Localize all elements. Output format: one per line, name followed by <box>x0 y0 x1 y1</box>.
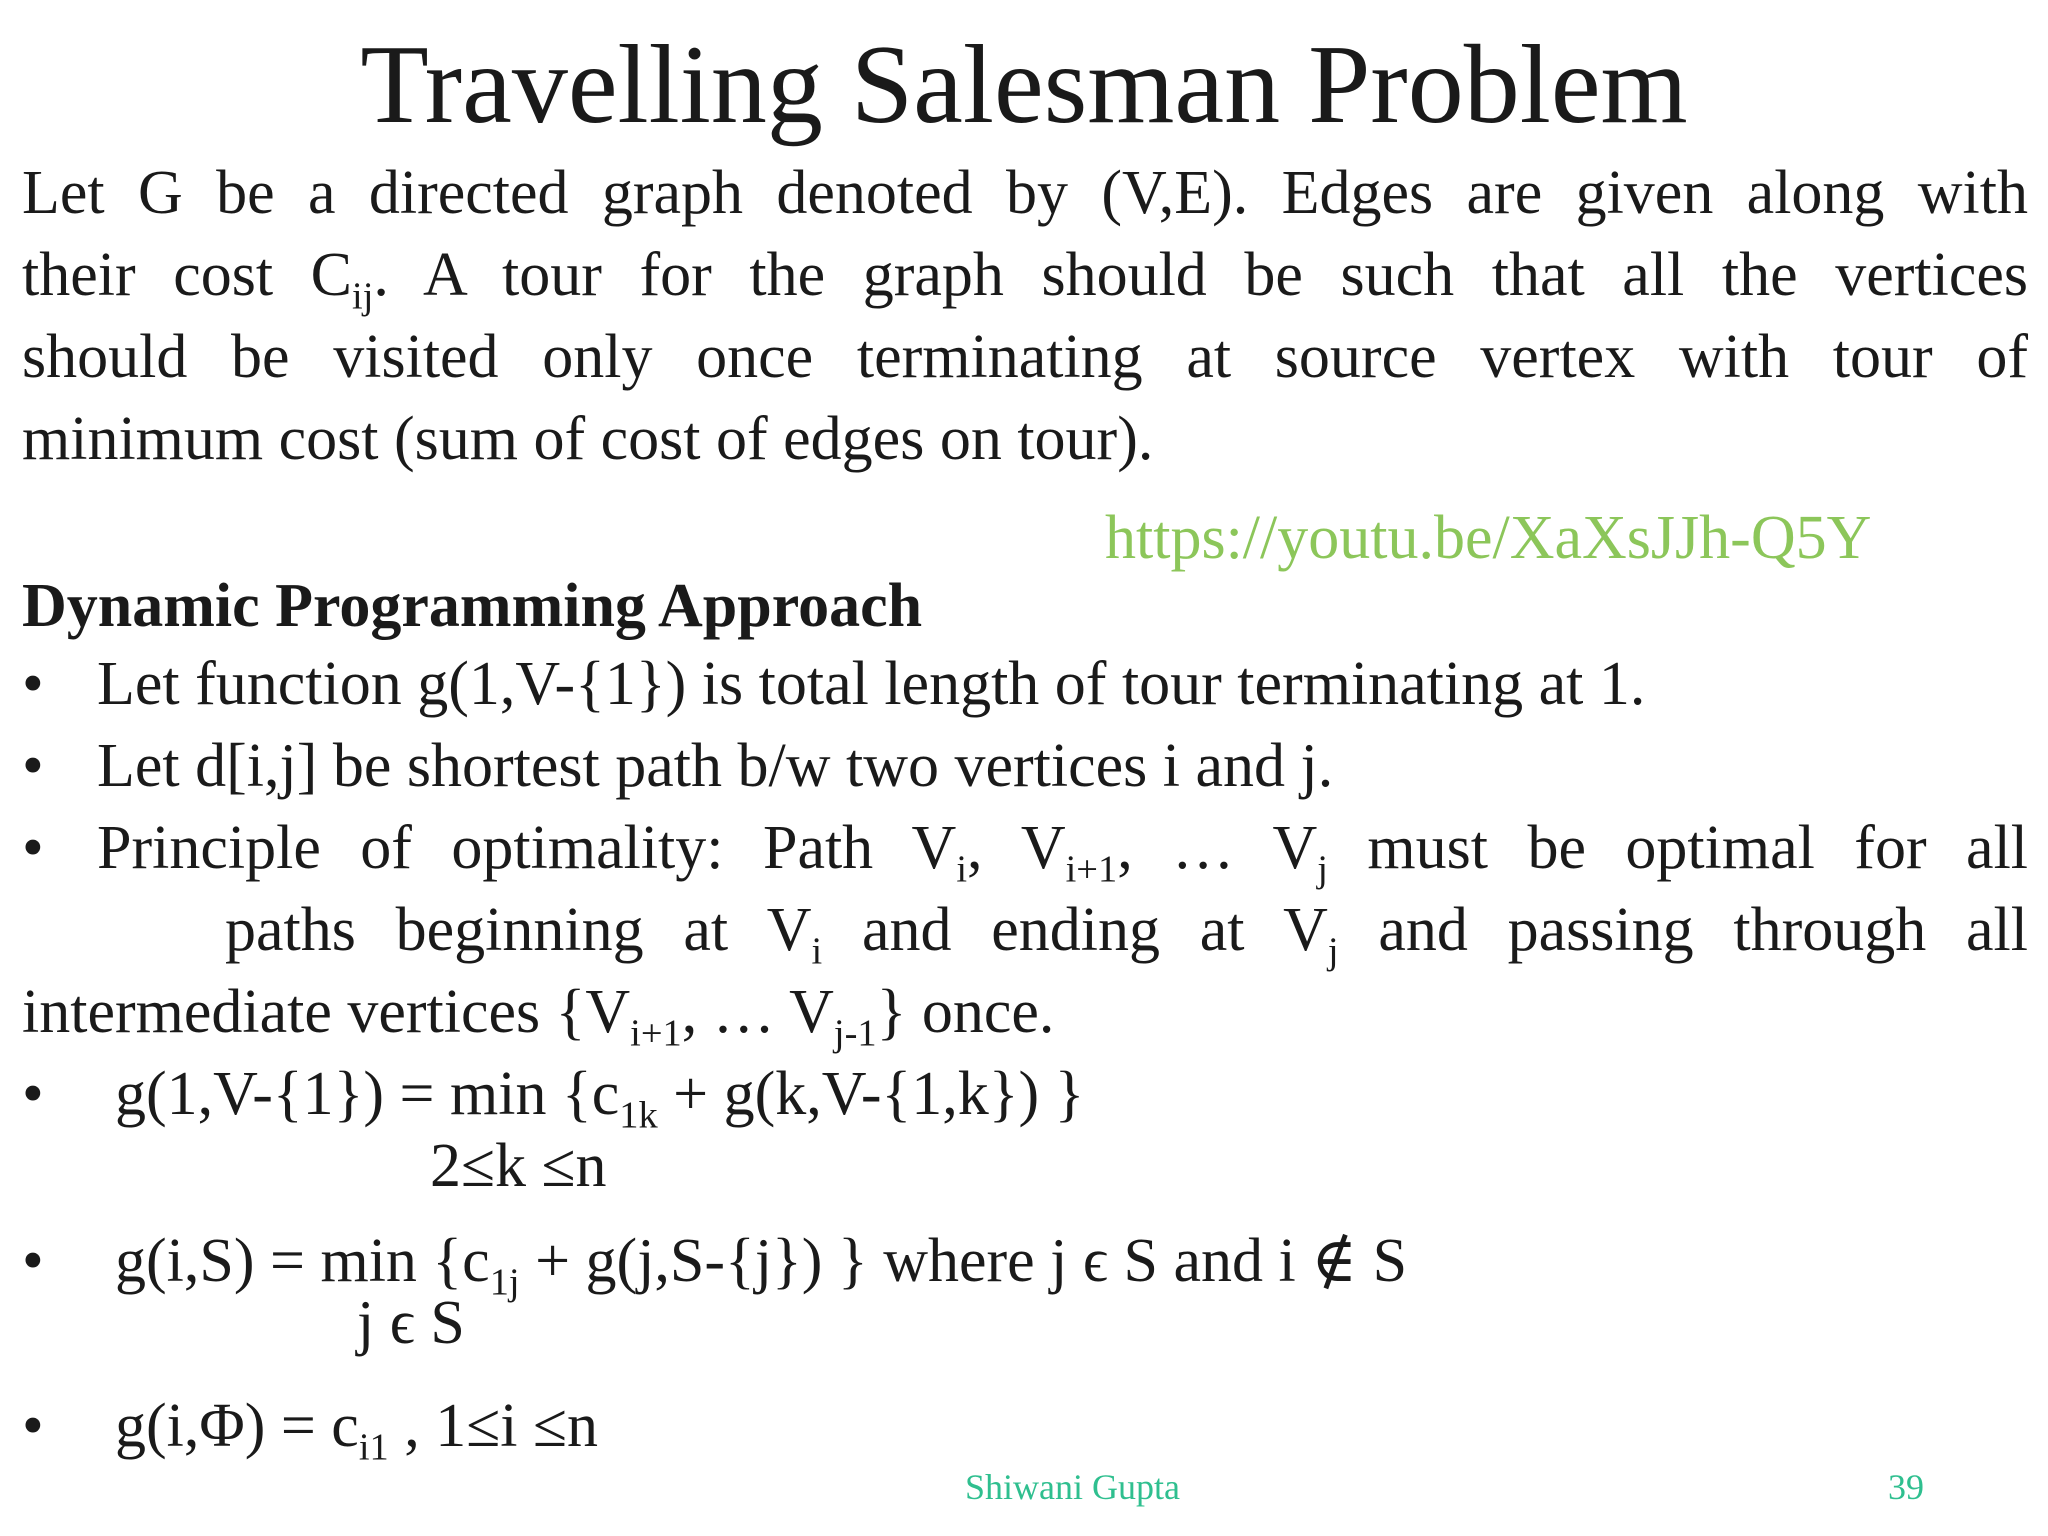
intro-line-4: minimum cost (sum of cost of edges on tour). <box>22 405 1154 473</box>
bullet-marker: • <box>22 650 44 718</box>
video-link[interactable]: https://youtu.be/XaXsJJh-Q5Y <box>1105 504 1872 572</box>
bullet-optimality-line-2: paths beginning at $V_i$ and ending at $V_j$ and passing through all <box>225 896 2028 973</box>
bullet-optimality-line-1: Principle of optimality: Path $V_i$, $V_{i+1}$, … $V_j$ must be optimal for all <box>97 814 2029 891</box>
bullet-tour-length: Let function g(1,V-{1}) is total length of tour terminating at 1. <box>97 650 1646 718</box>
bullet-marker: • <box>22 1060 44 1128</box>
bullet-marker: • <box>22 814 44 882</box>
bullet-marker: • <box>22 732 44 800</box>
intro-line-2: their cost $C_{ij}$. A tour for the graph should be such that all the vertices <box>22 241 2028 318</box>
intro-line-1: Let G be a directed graph denoted by (V,E). Edges are given along with <box>22 159 2028 227</box>
formula-gis: $g(i,S) = \min \{c_{1j} + g(j,S-\{j\})$ } where j ϵ S and i ∉ S <box>115 1227 1408 1304</box>
footer-author: Shiwani Gupta <box>965 1467 1180 1507</box>
intro-line-3: should be visited only once terminating at source vertex with tour of <box>22 323 2028 391</box>
page-number: 39 <box>1888 1467 1924 1507</box>
bullet-shortest-path: Let d[i,j] be shortest path b/w two vertices i and j. <box>97 732 1334 800</box>
formula-base: $g(i,\Phi) = c_{i1}$ , 1≤i ≤n <box>115 1392 598 1469</box>
formula-g1: $g(1,V-\{1\}) = \min \{c_{1k} + g(k,V-\{1,k\})$ } <box>115 1060 1085 1137</box>
slide-title: Travelling Salesman Problem <box>360 23 1688 147</box>
formula-gis-range: j ϵ S <box>357 1289 465 1357</box>
formula-g1-range: 2≤k ≤n <box>430 1132 607 1200</box>
dp-heading: Dynamic Programming Approach <box>22 572 923 640</box>
bullet-marker: • <box>22 1227 44 1295</box>
bullet-optimality-line-3: intermediate vertices {$V_{i+1}$, … $V_{j-1}$} once. <box>22 978 1055 1055</box>
bullet-marker: • <box>22 1392 44 1460</box>
